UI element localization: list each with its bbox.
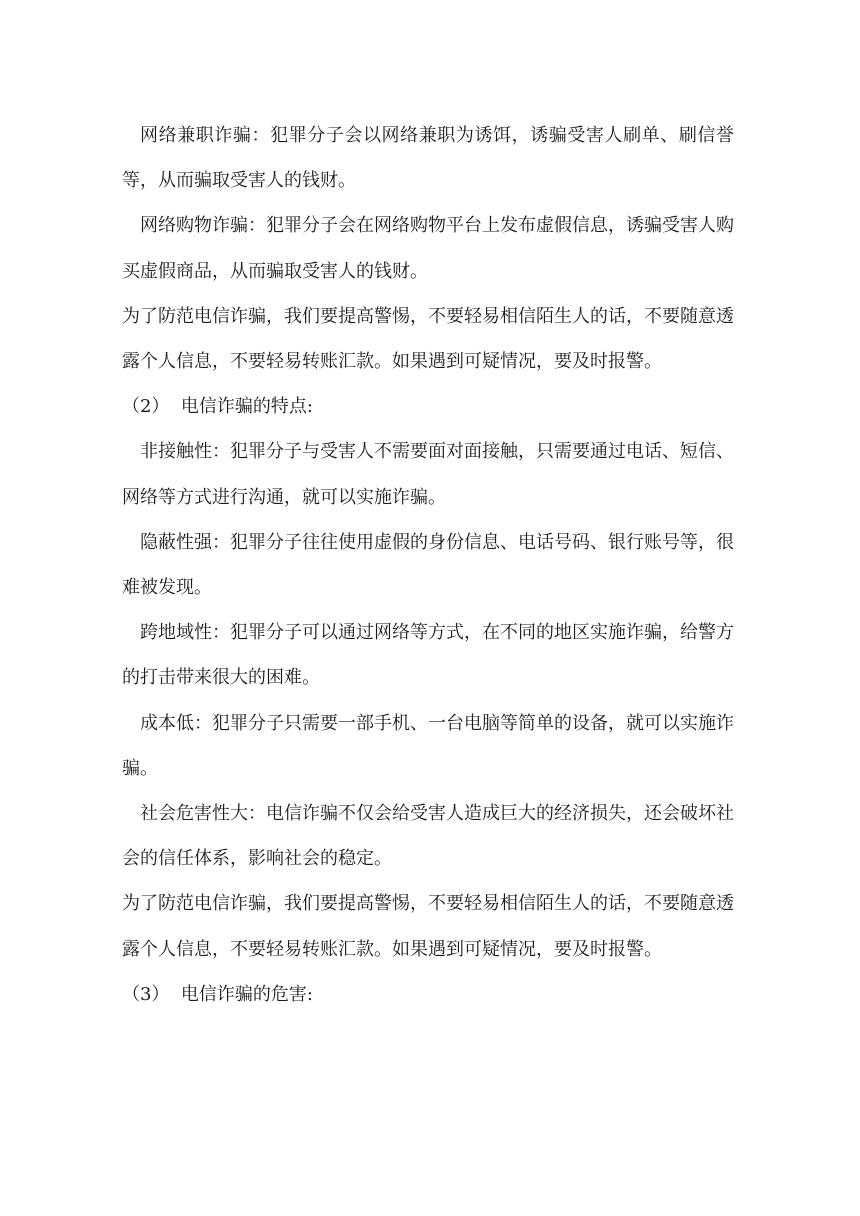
paragraph-social-harm: 社会危害性大：电信诈骗不仅会给受害人造成巨大的经济损失，还会破坏社会的信任体系，影响社会的稳定。 (122, 803, 734, 870)
section-heading-characteristics: （2） 电信诈骗的特点: (122, 396, 313, 418)
paragraph-cross-region: 跨地域性：犯罪分子可以通过网络等方式，在不同的地区实施诈骗，给警方的打击带来很大的困难。 (122, 622, 734, 689)
paragraph-non-contact: 非接触性：犯罪分子与受害人不需要面对面接触，只需要通过电话、短信、网络等方式进行沟通，就可以实施诈骗。 (122, 441, 734, 508)
paragraph-concealment: 隐蔽性强：犯罪分子往往使用虚假的身份信息、电话号码、银行账号等，很难被发现。 (122, 531, 734, 599)
paragraph-prevention-advice: 为了防范电信诈骗，我们要提高警惕，不要轻易相信陌生人的话，不要随意透露个人信息，不要轻易转账汇款。如果遇到可疑情况，要及时报警。 (122, 305, 734, 373)
document-body (122, 113, 734, 1017)
paragraph-online-part-time-fraud: 网络兼职诈骗：犯罪分子会以网络兼职为诱饵，诱骗受害人刷单、刷信誉等，从而骗取受害人的钱财。 (122, 125, 734, 192)
section-heading-harms: （3） 电信诈骗的危害: (122, 983, 313, 1005)
paragraph-low-cost: 成本低：犯罪分子只需要一部手机、一台电脑等简单的设备，就可以实施诈骗。 (122, 712, 734, 779)
paragraph-online-shopping-fraud: 网络购物诈骗：犯罪分子会在网络购物平台上发布虚假信息，诱骗受害人购买虚假商品，从而骗取受害人的钱财。 (122, 215, 734, 282)
paragraph-prevention-advice-repeat: 为了防范电信诈骗，我们要提高警惕，不要轻易相信陌生人的话，不要随意透露个人信息，不要轻易转账汇款。如果遇到可疑情况，要及时报警。 (122, 893, 734, 960)
